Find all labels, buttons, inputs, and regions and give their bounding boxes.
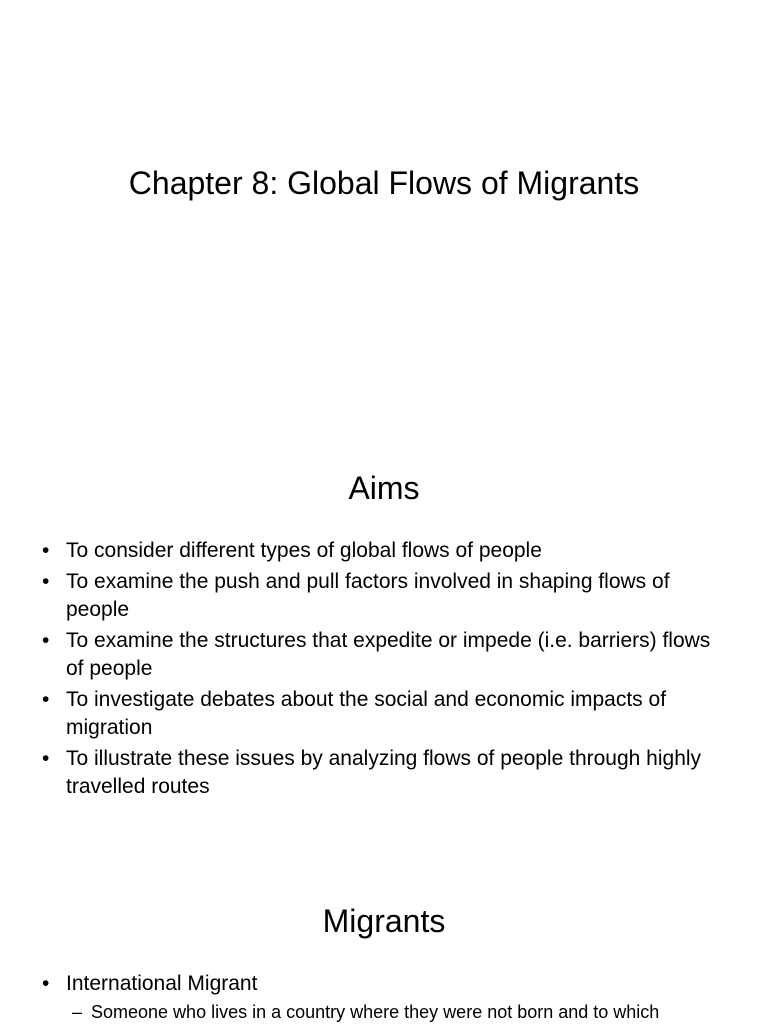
aims-item-text: To examine the structures that expedite or impede (i.e. barriers) flows of people (66, 629, 711, 680)
aims-list-item (0, 745, 768, 801)
aims-list-item (0, 537, 768, 565)
bullet-icon: • (42, 747, 50, 770)
migrants-sub-item (66, 1000, 720, 1024)
aims-item-text: To illustrate these issues by analyzing flows of people through highly travelled routes (66, 747, 702, 798)
migrants-list (0, 970, 768, 1027)
aims-list-item (0, 568, 768, 624)
chapter-title: Chapter 8: Global Flows of Migrants (128, 165, 640, 201)
bullet-icon: • (42, 972, 50, 995)
migrants-item-text: International Migrant (66, 972, 258, 995)
dash-icon: – (72, 1002, 83, 1022)
aims-list (0, 537, 768, 804)
aims-item-text: To examine the push and pull factors involved in shaping flows of people (66, 570, 670, 621)
migrants-list-item (0, 970, 768, 1024)
aims-item-text: To consider different types of global flows of people (66, 539, 542, 562)
aims-list-item (0, 627, 768, 683)
migrants-sub-item-text: Someone who lives in a country where they were not born and to which (91, 1002, 660, 1022)
bullet-icon: • (42, 629, 50, 652)
aims-list-item (0, 686, 768, 742)
aims-item-text: To investigate debates about the social and economic impacts of migration (66, 688, 667, 739)
migrants-heading: Migrants (322, 903, 446, 939)
migrants-sub-list (66, 1000, 720, 1024)
bullet-icon: • (42, 570, 50, 593)
bullet-icon: • (42, 539, 50, 562)
bullet-icon: • (42, 688, 50, 711)
aims-heading: Aims (348, 470, 420, 506)
